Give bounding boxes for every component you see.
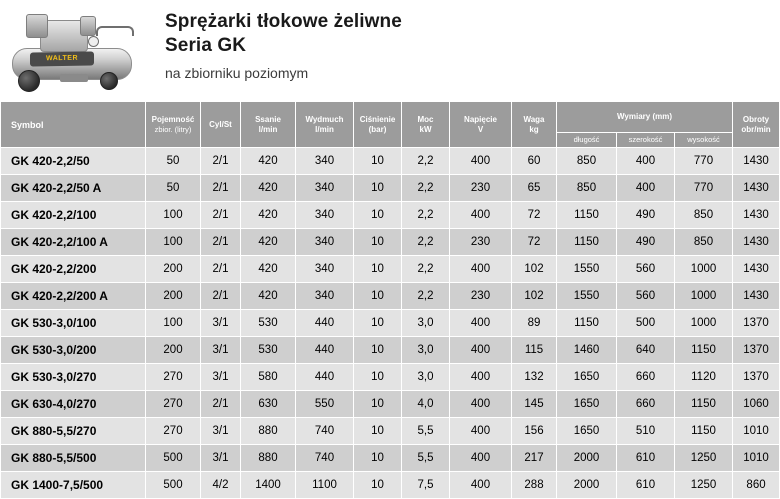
col-header-voltage-label: Napięcie [464,114,497,124]
col-header-suction-unit: l/min [258,124,278,134]
cell-symbol: GK 420-2,2/50 [1,148,146,175]
cell-voltage: 400 [450,418,512,445]
cell-weight: 288 [512,472,557,499]
cell-weight: 72 [512,229,557,256]
cell-cyl: 3/1 [201,445,241,472]
cell-rpm: 860 [733,472,780,499]
cell-pressure: 10 [354,229,402,256]
col-header-power-label: Moc [417,114,434,124]
cell-width: 490 [617,202,675,229]
cell-pressure: 10 [354,337,402,364]
col-header-voltage-unit: V [477,124,484,134]
cell-power: 3,0 [402,337,450,364]
cell-output: 1100 [296,472,354,499]
cell-voltage: 400 [450,472,512,499]
cell-cyl: 2/1 [201,256,241,283]
cell-rpm: 1430 [733,283,780,310]
cell-height: 1000 [675,283,733,310]
cell-length: 1650 [557,418,617,445]
cell-height: 1000 [675,310,733,337]
cell-suction: 420 [241,175,296,202]
table-row [1,256,780,283]
cell-capacity: 50 [146,148,201,175]
page-title-line-1: Sprężarki tłokowe żeliwne [165,11,402,32]
cell-weight: 72 [512,202,557,229]
cell-symbol: GK 420-2,2/200 A [1,283,146,310]
cell-length: 1550 [557,283,617,310]
cell-pressure: 10 [354,310,402,337]
col-header-voltage [450,102,512,148]
cell-height: 1120 [675,364,733,391]
cell-voltage: 400 [450,337,512,364]
cell-pressure: 10 [354,418,402,445]
cell-capacity: 200 [146,337,201,364]
col-header-dim-width: szerokość [617,133,675,148]
table-row [1,148,780,175]
cell-voltage: 230 [450,175,512,202]
cell-length: 1150 [557,229,617,256]
cell-length: 850 [557,148,617,175]
cell-suction: 880 [241,418,296,445]
col-header-symbol: Symbol [1,102,146,148]
cell-output: 440 [296,337,354,364]
cell-pressure: 10 [354,391,402,418]
cell-pressure: 10 [354,148,402,175]
cell-weight: 115 [512,337,557,364]
cell-cyl: 3/1 [201,310,241,337]
cell-voltage: 400 [450,445,512,472]
col-header-weight [512,102,557,148]
col-header-pressure-label: Ciśnienie [359,114,396,124]
cell-capacity: 270 [146,364,201,391]
table-row [1,418,780,445]
cell-length: 2000 [557,472,617,499]
cell-weight: 132 [512,364,557,391]
cell-weight: 89 [512,310,557,337]
cell-voltage: 400 [450,256,512,283]
cell-voltage: 230 [450,229,512,256]
cell-cyl: 2/1 [201,175,241,202]
cell-weight: 102 [512,256,557,283]
cell-rpm: 1010 [733,418,780,445]
cell-voltage: 400 [450,391,512,418]
cell-width: 610 [617,445,675,472]
cell-cyl: 2/1 [201,283,241,310]
cell-cyl: 3/1 [201,337,241,364]
cell-power: 2,2 [402,202,450,229]
col-header-rpm-unit: obr/min [741,124,771,134]
cell-cyl: 2/1 [201,202,241,229]
col-header-pressure-unit: (bar) [368,124,387,134]
cell-rpm: 1370 [733,364,780,391]
col-header-capacity [146,102,201,148]
cell-capacity: 100 [146,229,201,256]
table-row [1,472,780,499]
cell-weight: 156 [512,418,557,445]
title-block [155,0,402,84]
table-row [1,337,780,364]
cell-output: 550 [296,391,354,418]
cell-suction: 420 [241,283,296,310]
cell-output: 440 [296,364,354,391]
cell-length: 1550 [557,256,617,283]
table-row [1,229,780,256]
cylinder-head-left [26,14,48,38]
cell-height: 770 [675,175,733,202]
cell-height: 1250 [675,445,733,472]
col-header-pressure [354,102,402,148]
handle-shape [96,26,134,36]
table-row [1,310,780,337]
cell-height: 1250 [675,472,733,499]
cell-length: 1150 [557,310,617,337]
tank-leg [60,74,88,82]
cell-symbol: GK 530-3,0/200 [1,337,146,364]
cell-cyl: 2/1 [201,391,241,418]
col-header-output-label: Wydmuch [305,114,344,124]
cell-weight: 102 [512,283,557,310]
cell-length: 2000 [557,445,617,472]
cell-suction: 580 [241,364,296,391]
cylinder-head-right [80,16,96,36]
cell-voltage: 400 [450,364,512,391]
cell-height: 1000 [675,256,733,283]
table-row [1,175,780,202]
cell-symbol: GK 880-5,5/500 [1,445,146,472]
cell-width: 610 [617,472,675,499]
col-header-power-unit: kW [419,124,432,134]
cell-weight: 217 [512,445,557,472]
cell-suction: 530 [241,337,296,364]
cell-output: 340 [296,148,354,175]
cell-height: 850 [675,202,733,229]
col-header-dim-height: wysokość [675,133,733,148]
cell-output: 340 [296,202,354,229]
cell-output: 340 [296,256,354,283]
cell-suction: 420 [241,148,296,175]
cell-output: 740 [296,445,354,472]
cell-suction: 420 [241,229,296,256]
cell-length: 1150 [557,202,617,229]
col-header-output [296,102,354,148]
cell-rpm: 1060 [733,391,780,418]
cell-capacity: 200 [146,283,201,310]
cell-power: 2,2 [402,229,450,256]
cell-voltage: 400 [450,148,512,175]
cell-rpm: 1370 [733,337,780,364]
cell-power: 5,5 [402,418,450,445]
cell-pressure: 10 [354,283,402,310]
col-header-dimensions: Wymiary (mm) [557,102,733,133]
cell-length: 850 [557,175,617,202]
cell-capacity: 200 [146,256,201,283]
table-head [1,102,780,148]
table-row [1,283,780,310]
cell-voltage: 230 [450,283,512,310]
table-row [1,445,780,472]
cell-power: 4,0 [402,391,450,418]
col-header-dim-length: długość [557,133,617,148]
cell-symbol: GK 420-2,2/100 [1,202,146,229]
cell-symbol: GK 420-2,2/50 A [1,175,146,202]
col-header-suction-label: Ssanie [255,114,281,124]
table-row [1,202,780,229]
cell-capacity: 500 [146,445,201,472]
cell-rpm: 1430 [733,256,780,283]
cell-capacity: 270 [146,391,201,418]
cell-output: 340 [296,175,354,202]
cell-width: 640 [617,337,675,364]
cell-width: 560 [617,256,675,283]
wheel-front [18,70,40,92]
cell-power: 2,2 [402,256,450,283]
col-header-capacity-label: Pojemność [151,114,195,124]
cell-width: 660 [617,391,675,418]
cell-pressure: 10 [354,202,402,229]
col-header-cylinders: Cyl/St [201,102,241,148]
page-title-line-2: Seria GK [165,35,247,56]
cell-symbol: GK 880-5,5/270 [1,418,146,445]
cell-width: 490 [617,229,675,256]
cell-capacity: 500 [146,472,201,499]
cell-suction: 880 [241,445,296,472]
cell-suction: 1400 [241,472,296,499]
cell-height: 770 [675,148,733,175]
col-header-output-unit: l/min [315,124,334,134]
cell-weight: 60 [512,148,557,175]
cell-width: 500 [617,310,675,337]
cell-symbol: GK 1400-7,5/500 [1,472,146,499]
cell-capacity: 270 [146,418,201,445]
col-header-capacity-sub: zbior. (litry) [154,124,192,134]
page-header [0,0,739,101]
cell-weight: 65 [512,175,557,202]
col-header-weight-unit: kg [529,124,539,134]
pressure-gauge-icon [88,36,99,47]
brand-band [30,51,94,66]
col-header-rpm-label: Obroty [742,114,770,124]
cell-symbol: GK 420-2,2/100 A [1,229,146,256]
cell-cyl: 4/2 [201,472,241,499]
cell-output: 340 [296,283,354,310]
cell-suction: 420 [241,202,296,229]
cell-capacity: 100 [146,202,201,229]
cell-pressure: 10 [354,364,402,391]
table-row [1,364,780,391]
cell-pressure: 10 [354,445,402,472]
cell-width: 400 [617,175,675,202]
cell-power: 2,2 [402,148,450,175]
cell-length: 1650 [557,391,617,418]
compressor-product-image [0,0,155,101]
table-row [1,391,780,418]
cell-power: 5,5 [402,445,450,472]
cell-symbol: GK 530-3,0/270 [1,364,146,391]
cell-width: 400 [617,148,675,175]
cell-height: 1150 [675,391,733,418]
cell-cyl: 2/1 [201,229,241,256]
cell-capacity: 50 [146,175,201,202]
cell-power: 3,0 [402,310,450,337]
cell-rpm: 1010 [733,445,780,472]
cell-symbol: GK 630-4,0/270 [1,391,146,418]
cell-width: 660 [617,364,675,391]
cell-symbol: GK 420-2,2/200 [1,256,146,283]
col-header-power [402,102,450,148]
cell-height: 850 [675,229,733,256]
cell-pressure: 10 [354,175,402,202]
wheel-rear [100,72,118,90]
cell-suction: 530 [241,310,296,337]
cell-voltage: 400 [450,202,512,229]
cell-capacity: 100 [146,310,201,337]
page-subtitle: na zbiorniku poziomym [165,65,309,81]
cell-power: 2,2 [402,175,450,202]
cell-width: 510 [617,418,675,445]
specifications-table [0,101,780,499]
cell-cyl: 3/1 [201,364,241,391]
cell-length: 1460 [557,337,617,364]
cell-weight: 145 [512,391,557,418]
cell-output: 340 [296,229,354,256]
cell-power: 7,5 [402,472,450,499]
cell-suction: 420 [241,256,296,283]
col-header-weight-label: Waga [523,114,545,124]
brand-label: WALTER [45,54,79,63]
cell-length: 1650 [557,364,617,391]
cell-width: 560 [617,283,675,310]
col-header-rpm [733,102,780,148]
table-body [1,148,780,499]
cell-rpm: 1370 [733,310,780,337]
cell-symbol: GK 530-3,0/100 [1,310,146,337]
cell-voltage: 400 [450,310,512,337]
cell-rpm: 1430 [733,202,780,229]
cell-rpm: 1430 [733,148,780,175]
cell-pressure: 10 [354,472,402,499]
cell-rpm: 1430 [733,229,780,256]
cell-cyl: 3/1 [201,418,241,445]
cell-cyl: 2/1 [201,148,241,175]
cell-height: 1150 [675,418,733,445]
cell-pressure: 10 [354,256,402,283]
cell-height: 1150 [675,337,733,364]
col-header-suction [241,102,296,148]
cell-rpm: 1430 [733,175,780,202]
cell-power: 3,0 [402,364,450,391]
header-row-primary [1,102,780,133]
cell-output: 440 [296,310,354,337]
cell-power: 2,2 [402,283,450,310]
cell-output: 740 [296,418,354,445]
cell-suction: 630 [241,391,296,418]
